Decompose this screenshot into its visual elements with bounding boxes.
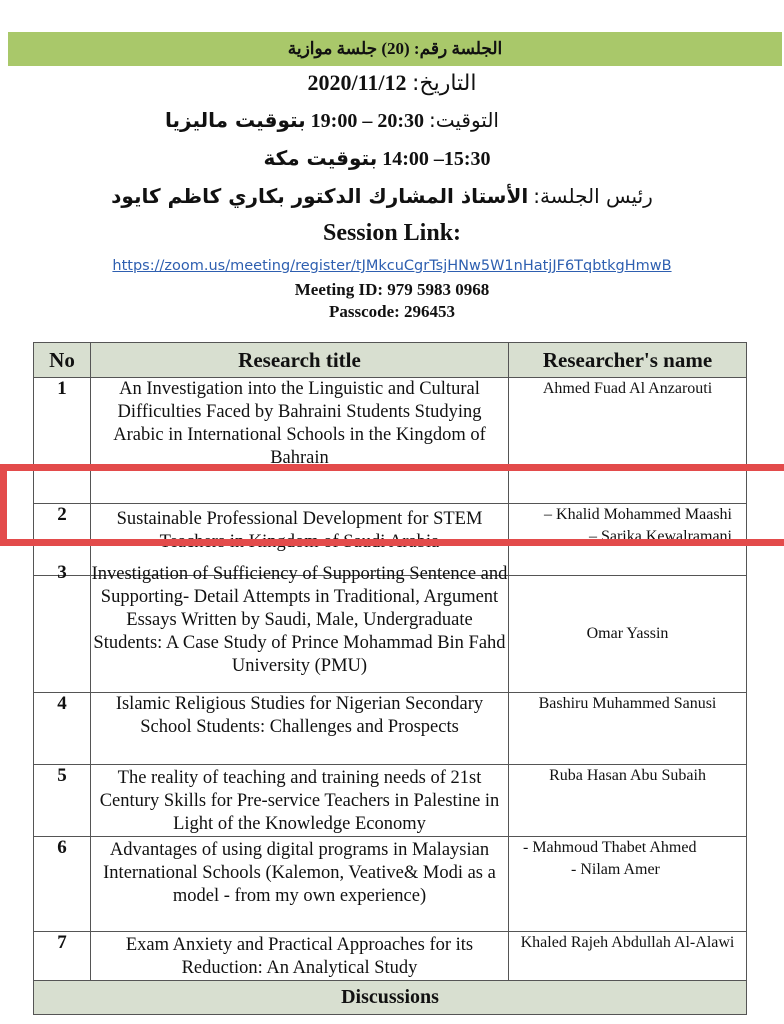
researcher-name: – Khalid Mohammed Maashi [544,506,732,523]
researcher-name: - Nilam Amer [571,861,660,878]
chair-name: الأستاذ المشارك الدكتور بكاري كاظم كايود [111,184,529,208]
date-label: التاريخ: [411,71,477,96]
table-row [34,932,747,981]
research-title: The reality of teaching and training needs of 21st Century Skills for Pre-service Teachers in Palestine in Light of the Knowledge Economy [99,768,500,834]
researcher-name: Ruba Hasan Abu Subaih [549,767,706,784]
researcher-cell [509,932,747,981]
row-number: 2 [34,504,91,576]
discussions-label: Discussions [34,981,747,1015]
chair-label: رئيس الجلسة: [533,184,653,208]
session-link[interactable]: https://zoom.us/meeting/register/tJMkcuCgrTsjHNw5W1nHatjJF6TqbtkgHmwB [112,258,672,274]
header-researcher-name: Researcher's name [509,343,747,378]
research-title-cell [91,564,509,693]
session-link-label: Session Link: [322,220,462,246]
row-number: 4 [34,693,91,765]
researcher-cell [509,504,747,576]
research-title: Islamic Religious Studies for Nigerian Secondary School Students: Challenges and Prospects [115,694,484,737]
research-title-cell [91,932,509,981]
research-title-cell [91,765,509,837]
time-label: التوقيت: [428,108,499,132]
sessions-table [33,342,747,1015]
researcher-cell [509,378,747,504]
researcher-name: Ahmed Fuad Al Anzarouti [542,380,713,397]
researcher-name: Bashiru Muhammed Sanusi [538,695,717,712]
passcode: Passcode: 296453 [328,302,456,321]
research-title: Investigation of Sufficiency of Supporting Sentence and Supporting- Detail Attempts in Traditional, Argument Essays Written by Saudi, Male, Undergraduate Students: A Case Study of Prince Mohammad Bin Fahd University (PMU) [91,564,508,676]
research-title: Exam Anxiety and Practical Approaches for its Reduction: An Analytical Study [125,935,474,978]
researcher-cell [509,576,747,693]
table-row [34,837,747,932]
researcher-cell [509,837,747,932]
research-title: Sustainable Professional Development for STEM Teachers in Kingdom of Saudi Arabia [116,509,483,552]
researcher-cell [509,765,747,837]
researcher-name: Khaled Rajeh Abdullah Al-Alawi [520,934,735,951]
header-research-title: Research title [91,343,509,378]
row-number [34,562,91,693]
session-banner [8,32,782,66]
research-title: An Investigation into the Linguistic and Cultural Difficulties Faced by Bahraini Students Studying Arabic in International Schools in the Kingdom of Bahrain [113,379,486,468]
discussions-row [34,981,747,1015]
researcher-name: Omar Yassin [586,625,669,642]
table-row [34,765,747,837]
row-number: 7 [34,932,91,981]
time-makkah-value: 14:00 –15:30 [382,148,491,170]
header-no: No [34,343,91,378]
research-title: Advantages of using digital programs in Malaysian International Schools (Kalemon, Veative& Modi as a model - from my own experience) [103,840,496,906]
meeting-id: Meeting ID: 979 5983 0968 [294,280,490,299]
researcher-name: – Sarika Kewalramani [588,528,732,545]
session-chair-line [0,184,774,209]
table-row [34,693,747,765]
time-malaysia-zone: بتوقيت ماليزيا [165,108,306,132]
table-row [34,576,747,693]
time-malaysia-line [0,108,724,133]
research-title-cell [91,837,509,932]
row-number: 6 [34,837,91,932]
session-banner-text: الجلسة رقم: (20) جلسة موازية [287,39,503,58]
research-title-clip [91,563,508,680]
researcher-cell [509,693,747,765]
date-line [0,70,784,96]
researcher-name: - Mahmoud Thabet Ahmed [523,839,697,856]
date-value: 2020/11/12 [307,70,407,95]
research-title-cell [91,693,509,765]
time-makkah-zone: بتوقيت مكة [263,146,378,170]
row-number: 5 [34,765,91,837]
time-makkah-line [0,146,769,171]
table-header-row [34,343,747,378]
row-number: 1 [34,378,91,504]
research-title-cell [91,378,509,504]
row-number-text: 3 [57,562,67,583]
time-malaysia-value: 19:00 – 20:30 [310,110,424,132]
table-row [34,378,747,504]
